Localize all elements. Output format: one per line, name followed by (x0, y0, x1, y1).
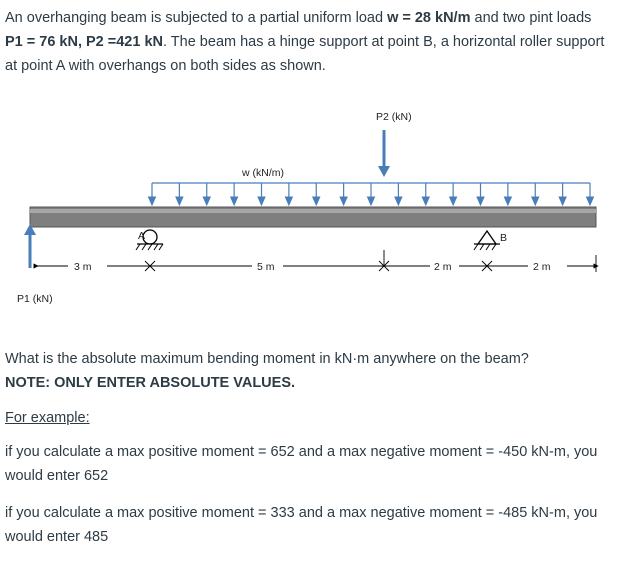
udl-arrow (450, 183, 457, 205)
p1-arrow (24, 224, 36, 268)
udl-arrow (587, 183, 594, 205)
udl-arrow (504, 183, 511, 205)
udl-arrow (559, 183, 566, 205)
udl-arrow (368, 183, 375, 205)
udl-arrow (285, 183, 292, 205)
support-a-label: A (138, 230, 146, 242)
p2-arrow (378, 130, 390, 177)
p2-label: P2 (kN) (376, 111, 412, 123)
udl-arrow (532, 183, 539, 205)
support-b-label: B (500, 232, 508, 244)
udl-arrow (149, 183, 156, 205)
udl-arrow (313, 183, 320, 205)
dim-label-1: 3 m (74, 261, 92, 273)
udl-arrow (422, 183, 429, 205)
w-label: w (kN/m) (242, 167, 284, 179)
p1-label: P1 (kN) (17, 293, 53, 305)
udl-arrow (231, 183, 238, 205)
udl-arrow (203, 183, 210, 205)
dim-label-3: 2 m (434, 261, 452, 273)
udl-arrow (477, 183, 484, 205)
example-heading: For example: (5, 410, 90, 426)
support-a-roller (136, 230, 163, 250)
problem-statement: An overhanging beam is subjected to a partial uniform load w = 28 kN/m and two pint loads P1 = 76 kN, P2 =421 kN. The beam has a hinge support at point B, a horizontal roller support at point A with overhangs on both sides as shown. (5, 10, 605, 74)
beam-diagram (0, 100, 618, 310)
udl-arrow (395, 183, 402, 205)
example-1: if you calculate a max positive moment = 652 and a max negative moment = -450 kN-m, you would enter 652 (5, 444, 598, 484)
udl-arrow (340, 183, 347, 205)
udl-arrow (176, 183, 183, 205)
dim-label-4: 2 m (533, 261, 551, 273)
dimension-line (36, 250, 596, 272)
support-b-hinge (474, 231, 507, 250)
distributed-load (149, 183, 594, 205)
example-2: if you calculate a max positive moment = 333 and a max negative moment = -485 kN-m, you would enter 485 (5, 505, 598, 545)
beam (30, 207, 596, 227)
udl-arrow (258, 183, 265, 205)
question-text: What is the absolute maximum bending moment in kN·m anywhere on the beam? NOTE: ONLY ENTER ABSOLUTE VALUES. (5, 351, 529, 391)
dim-label-2: 5 m (257, 261, 275, 273)
